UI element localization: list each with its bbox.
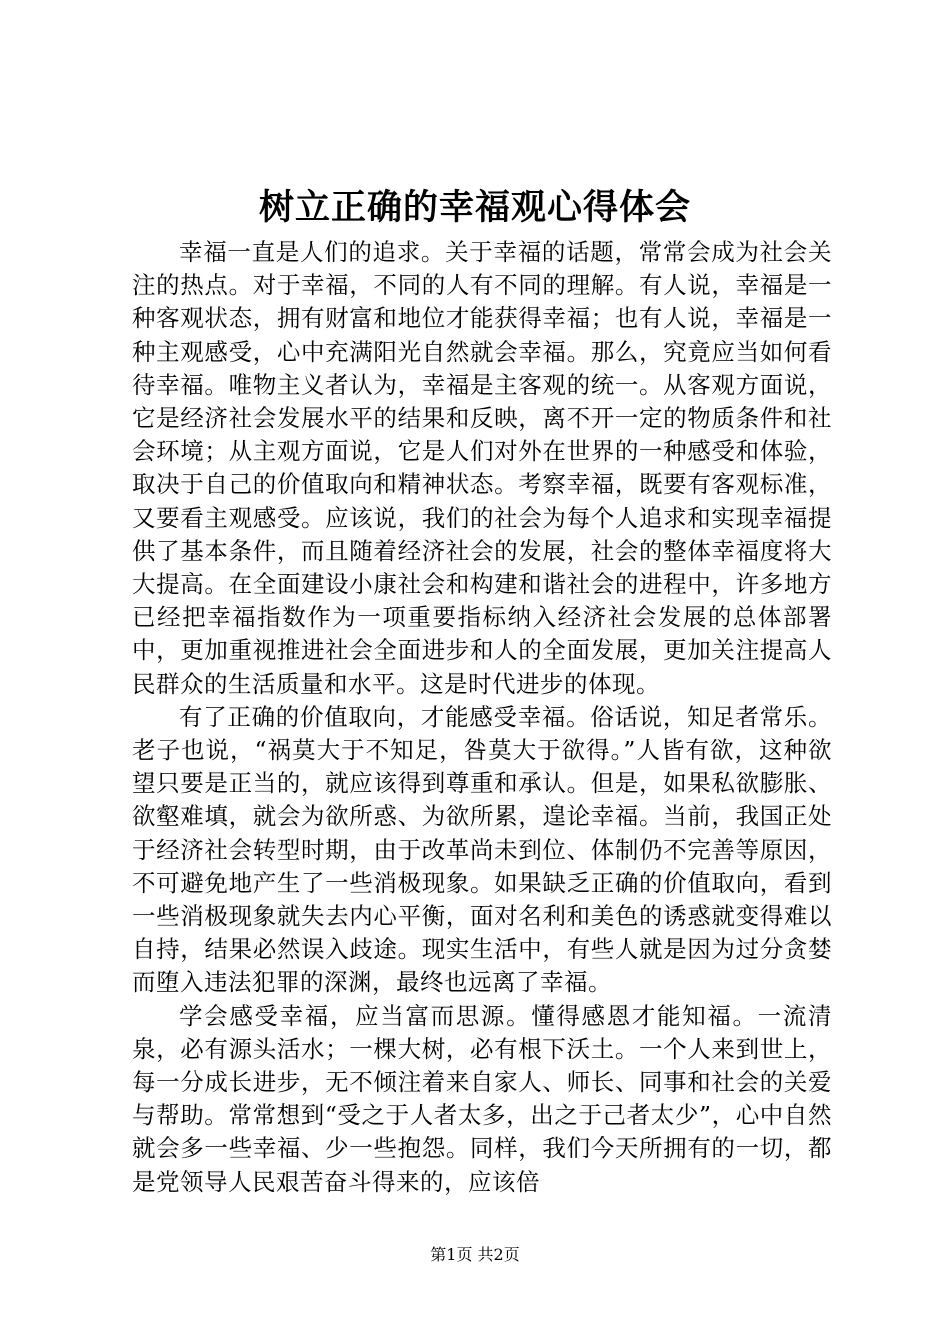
document-title: 树立正确的幸福观心得体会 bbox=[258, 187, 691, 228]
paragraph-1: 幸福一直是人们的追求。关于幸福的话题，常常会成为社会关注的热点。对于幸福，不同的人有不同的理解。有人说，幸福是一种客观状态，拥有财富和地位才能获得幸福；也有人说，幸福是一种主观感受，心中充满阳光自然就会幸福。那么，究竟应当如何看待幸福。唯物主义者认为，幸福是主客观的统一。从客观方面说，它是经济社会发展水平的结果和反映，离不开一定的物质条件和社会环境；从主观方面说，它是人们对外在世界的一种感受和体验，取决于自己的价值取向和精神状态。考察幸福，既要有客观标准，又要看主观感受。应该说，我们的社会为每个人追求和实现幸福提供了基本条件，而且随着经济社会的发展，社会的整体幸福度将大大提高。在全面建设小康社会和构建和谐社会的进程中，许多地方已经把幸福指数作为一项重要指标纳入经济社会发展的总体部署中，更加重视推进社会全面进步和人的全面发展，更加关注提高人民群众的生活质量和水平。这是时代进步的体现。 bbox=[132, 238, 832, 698]
page-footer: 第1页 共2页 bbox=[430, 1245, 520, 1264]
paragraph-3: 学会感受幸福，应当富而思源。懂得感恩才能知福。一流清泉，必有源头活水；一棵大树，必有根下沃土。一个人来到世上，每一分成长进步，无不倾注着来自家人、师长、同事和社会的关爱与帮助。常常想到“受之于人者太多，出之于己者太少”，心中自然就会多一些幸福、少一些抱怨。同样，我们今天所拥有的一切，都是党领导人民艰苦奋斗得来的，应该倍 bbox=[132, 1001, 832, 1196]
document-body bbox=[132, 236, 832, 1199]
paragraph-2: 有了正确的价值取向，才能感受幸福。俗话说，知足者常乐。老子也说，“祸莫大于不知足，咎莫大于欲得。”人皆有欲，这种欲望只要是正当的，就应该得到尊重和承认。但是，如果私欲膨胀、欲壑难填，就会为欲所惑、为欲所累，遑论幸福。当前，我国正处于经济社会转型时期，由于改革尚未到位、体制仍不完善等原因，不可避免地产生了一些消极现象。如果缺乏正确的价值取向，看到一些消极现象就失去内心平衡，面对名利和美色的诱惑就变得难以自持，结果必然误入歧途。现实生活中，有些人就是因为过分贪婪而堕入违法犯罪的深渊，最终也远离了幸福。 bbox=[132, 702, 832, 997]
